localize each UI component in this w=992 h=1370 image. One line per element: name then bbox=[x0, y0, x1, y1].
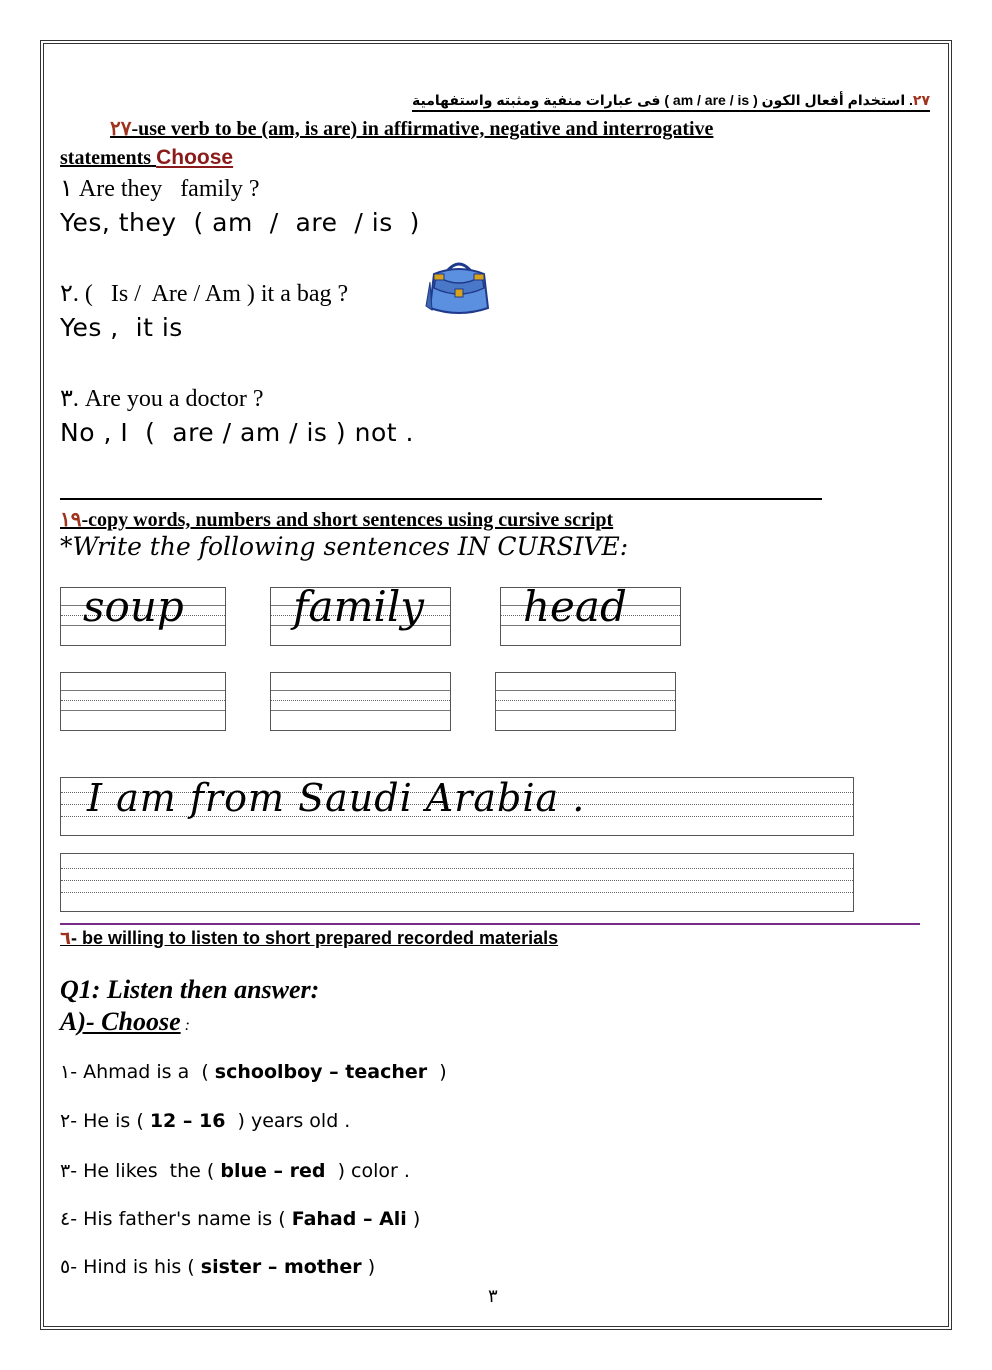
statements-label: statements bbox=[60, 147, 152, 169]
arabic-title bbox=[412, 92, 930, 112]
listen-item-5-number: ٥ bbox=[60, 1256, 71, 1278]
q1-title: Q1: Listen then answer: bbox=[60, 975, 320, 1004]
empty-sentence-box bbox=[60, 853, 854, 912]
section-divider bbox=[60, 498, 822, 500]
sentence-box bbox=[60, 777, 854, 836]
listen-item-1-number: ١ bbox=[60, 1061, 71, 1083]
objective-19 bbox=[60, 507, 613, 532]
part-a-title bbox=[60, 1007, 190, 1037]
question-1-text: Are they family ? bbox=[78, 176, 260, 202]
objective-27-text: -use verb to be (am, is are) in affirmative, negative and interrogative bbox=[131, 118, 714, 140]
cursive-instruction: *Write the following sentences IN CURSIVE: bbox=[60, 532, 629, 561]
listen-item-5-post: ) bbox=[361, 1256, 376, 1278]
school-bag-icon bbox=[424, 260, 494, 320]
listen-item-3-pre: - He likes the ( bbox=[70, 1160, 221, 1182]
word-family: family bbox=[293, 582, 425, 631]
listen-item-4-options: Fahad – Ali bbox=[291, 1208, 407, 1230]
listen-item-1-options: schoolboy – teacher bbox=[214, 1061, 428, 1083]
listen-item-2 bbox=[60, 1110, 350, 1132]
listen-item-5-pre: - Hind is his ( bbox=[70, 1256, 201, 1278]
objective-27-number: ٢٧ bbox=[110, 118, 132, 140]
question-2-text: . ( Is / Are / Am ) it a bag ? bbox=[72, 281, 349, 307]
part-a-letter: A bbox=[60, 1007, 78, 1036]
arabic-title-number: ٢٧ bbox=[912, 92, 930, 108]
listen-item-3 bbox=[60, 1160, 410, 1182]
page-number: ٣ bbox=[488, 1286, 498, 1306]
word-soup: soup bbox=[83, 582, 184, 631]
question-3 bbox=[60, 384, 263, 413]
sentence-text: I am from Saudi Arabia . bbox=[87, 776, 586, 820]
word-box-family bbox=[270, 582, 451, 646]
listen-item-1-pre: - Ahmad is a ( bbox=[70, 1061, 215, 1083]
question-3-text: . Are you a doctor ? bbox=[72, 386, 264, 412]
answer-3: No , I ( are / am / is ) not . bbox=[60, 418, 414, 447]
listen-item-4 bbox=[60, 1208, 420, 1230]
objective-27-line2 bbox=[60, 146, 233, 170]
part-a-colon: : bbox=[180, 1017, 190, 1034]
word-box-head bbox=[500, 582, 681, 646]
objective-6-number: ٦ bbox=[60, 928, 71, 948]
listen-item-5-options: sister – mother bbox=[200, 1256, 362, 1278]
choose-label: Choose bbox=[156, 146, 234, 169]
question-2-number: ٢ bbox=[60, 281, 73, 307]
listen-item-4-pre: - His father's name is ( bbox=[70, 1208, 292, 1230]
listen-item-1-post: ) bbox=[427, 1061, 447, 1083]
word-head: head bbox=[523, 582, 627, 631]
listen-item-2-post: ) years old . bbox=[225, 1110, 351, 1132]
question-3-number: ٣ bbox=[60, 386, 73, 412]
answer-1: Yes, they ( am / are / is ) bbox=[60, 208, 420, 237]
listen-item-3-post: ) color . bbox=[325, 1160, 410, 1182]
listen-item-2-pre: - He is ( bbox=[70, 1110, 150, 1132]
listen-item-2-options: 12 – 16 bbox=[149, 1110, 226, 1132]
answer-2: Yes , it is bbox=[60, 313, 183, 342]
empty-writing-box-3 bbox=[495, 672, 676, 731]
purple-divider bbox=[60, 923, 920, 925]
listen-item-2-number: ٢ bbox=[60, 1110, 71, 1132]
question-1 bbox=[60, 174, 260, 203]
question-2 bbox=[60, 279, 348, 308]
objective-6 bbox=[60, 928, 558, 949]
objective-27 bbox=[110, 116, 713, 141]
objective-19-number: ١٩ bbox=[60, 509, 82, 531]
listen-item-4-post: ) bbox=[406, 1208, 421, 1230]
listen-item-3-number: ٣ bbox=[60, 1160, 71, 1182]
part-a-choose: )- Choose bbox=[77, 1007, 181, 1036]
word-box-soup bbox=[60, 582, 226, 646]
listen-item-1 bbox=[60, 1061, 447, 1083]
arabic-title-text: . استخدام أفعال الكون ( am / are / is ) فى عبارات منفية ومثبته واستفهامية bbox=[412, 92, 913, 108]
empty-writing-box-2 bbox=[270, 672, 451, 731]
listen-item-3-options: blue – red bbox=[220, 1160, 326, 1182]
objective-6-text: - be willing to listen to short prepared recorded materials bbox=[71, 928, 559, 948]
question-1-number: ١ bbox=[60, 176, 73, 202]
listen-item-4-number: ٤ bbox=[60, 1208, 71, 1230]
objective-19-text: -copy words, numbers and short sentences using cursive script bbox=[81, 509, 614, 531]
listen-item-5 bbox=[60, 1256, 375, 1278]
empty-writing-box-1 bbox=[60, 672, 226, 731]
